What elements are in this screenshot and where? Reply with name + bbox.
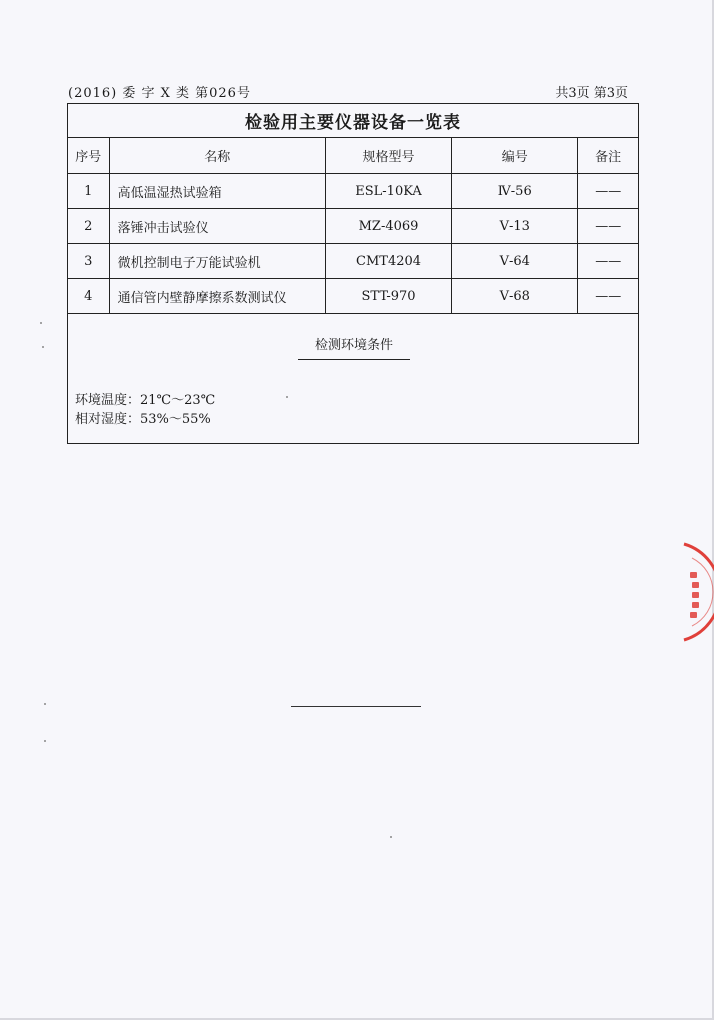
row-name: 微机控制电子万能试验机 [109,244,325,279]
row-name: 高低温湿热试验箱 [109,174,325,209]
page-info: 共3页 第3页 [555,86,628,101]
row-remark: —— [578,279,638,314]
table-title: 检验用主要仪器设备一览表 [68,104,638,138]
column-header-remark: 备注 [578,138,638,174]
environment-temperature: 环境温度：21℃～23℃ [75,393,216,408]
document-number: (2016) 委 字 X 类 第026号 [68,86,251,101]
row-no: 1 [68,174,109,209]
column-header-model: 规格型号 [325,138,451,174]
row-code: Ⅴ-68 [452,279,578,314]
row-no: 3 [68,244,109,279]
scan-speck [44,740,46,742]
table-row [68,244,638,279]
document-header [68,82,628,101]
seal-stamp-icon [680,540,714,644]
row-no: 2 [68,209,109,244]
row-code: Ⅴ-13 [452,209,578,244]
row-code: Ⅴ-64 [452,244,578,279]
column-header-code: 编号 [452,138,578,174]
environment-title: 检测环境条件 [298,334,410,360]
scan-speck [44,703,46,705]
table-row [68,279,638,314]
row-remark: —— [578,244,638,279]
scan-speck [286,396,288,398]
scan-speck [40,322,42,324]
row-code: Ⅳ-56 [452,174,578,209]
row-no: 4 [68,279,109,314]
row-remark: —— [578,174,638,209]
row-model: ESL-10KA [325,174,451,209]
table-row [68,209,638,244]
column-header-no: 序号 [68,138,109,174]
environment-humidity: 相对湿度：53%～55% [75,412,211,427]
equipment-table [67,103,639,444]
row-model: STT-970 [325,279,451,314]
row-name: 通信管内壁静摩擦系数测试仪 [109,279,325,314]
scan-speck [390,836,392,838]
row-model: CMT4204 [325,244,451,279]
end-of-document-line [291,706,421,707]
row-model: MZ-4069 [325,209,451,244]
row-remark: —— [578,209,638,244]
row-name: 落锤冲击试验仪 [109,209,325,244]
scan-speck [42,346,44,348]
table-row [68,174,638,209]
table-header-row [68,138,638,174]
equipment-grid [68,138,638,314]
environment-section [68,314,638,443]
column-header-name: 名称 [109,138,325,174]
